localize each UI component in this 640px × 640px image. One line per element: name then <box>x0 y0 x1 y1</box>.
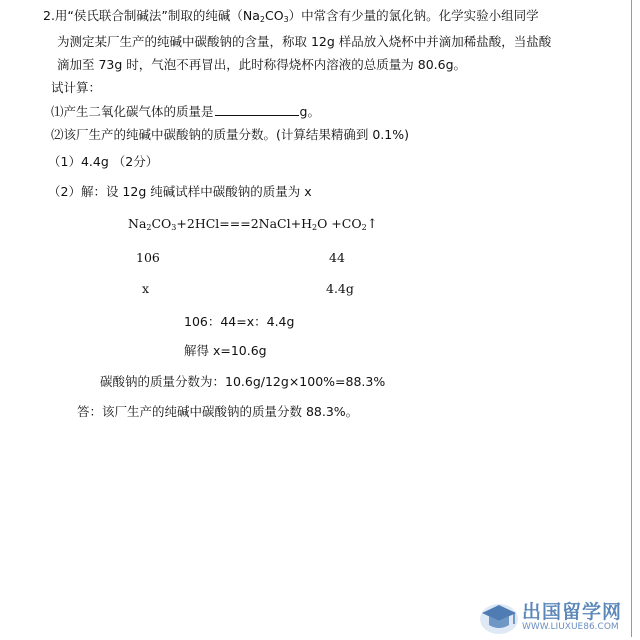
page-border <box>631 0 632 637</box>
eq-part: Na <box>128 216 147 231</box>
molar-mass-co2: 44 <box>329 250 345 265</box>
fraction-line: 碳酸钠的质量分数为：10.6g/12g×100%=88.3% <box>100 374 386 389</box>
question-text: ）中常含有少量的氯化钠。化学实验小组同学 <box>288 8 539 23</box>
answer-2-heading: （2）解：设 12g 纯碱试样中碳酸钠的质量为 x <box>48 184 312 199</box>
graduation-cap-icon <box>478 597 520 637</box>
eq-part: O +CO <box>317 216 362 231</box>
eq-part: +2HCl===2NaCl+H <box>176 216 312 231</box>
subscript: 2 <box>259 15 265 24</box>
eq-part: CO <box>151 216 172 231</box>
subscript: 3 <box>171 223 177 232</box>
watermark-url: WWW.LIUXUE86.COM <box>522 622 619 632</box>
watermark-brand: 出国留学网 <box>522 601 623 623</box>
subscript: 2 <box>311 223 318 232</box>
ratio-line: 106：44=x：4.4g <box>184 314 295 329</box>
conclusion-line: 答：该厂生产的纯碱中碳酸钠的质量分数 88.3%。 <box>77 404 359 419</box>
subscript: 2 <box>361 223 367 232</box>
question-line-4: 试计算： <box>51 80 102 95</box>
unknown-x: x <box>142 281 150 296</box>
part1-text: ⑴产生二氧化碳气体的质量是 <box>51 104 214 119</box>
gas-arrow-icon: ↑ <box>366 217 378 232</box>
question-part-2: ⑵该厂生产的纯碱中碳酸钠的质量分数。(计算结果精确到 0.1%) <box>51 127 409 142</box>
subscript: 2 <box>146 223 152 232</box>
question-line-3: 滴加至 73g 时，气泡不再冒出，此时称得烧杯内溶液的总质量为 80.6g。 <box>57 57 467 72</box>
question-line-2: 为测定某厂生产的纯碱中碳酸钠的含量，称取 12g 样品放入烧杯中并滴加稀盐酸，当盐酸 <box>57 34 552 49</box>
chemical-equation <box>128 215 378 233</box>
question-text: CO <box>264 8 284 23</box>
molar-mass-na2co3: 106 <box>136 250 160 265</box>
subscript: 3 <box>283 15 289 24</box>
question-part-1 <box>51 103 320 120</box>
solve-line: 解得 x=10.6g <box>184 343 267 358</box>
question-text: 2.用“侯氏联合制碱法”制取的纯碱（Na <box>43 8 260 23</box>
answer-1: （1）4.4g （2分） <box>48 154 159 169</box>
part1-unit: g。 <box>299 104 320 119</box>
question-line-1 <box>43 7 539 24</box>
co2-mass: 4.4g <box>326 281 354 296</box>
watermark-logo <box>478 597 640 637</box>
answer-blank <box>215 103 299 116</box>
